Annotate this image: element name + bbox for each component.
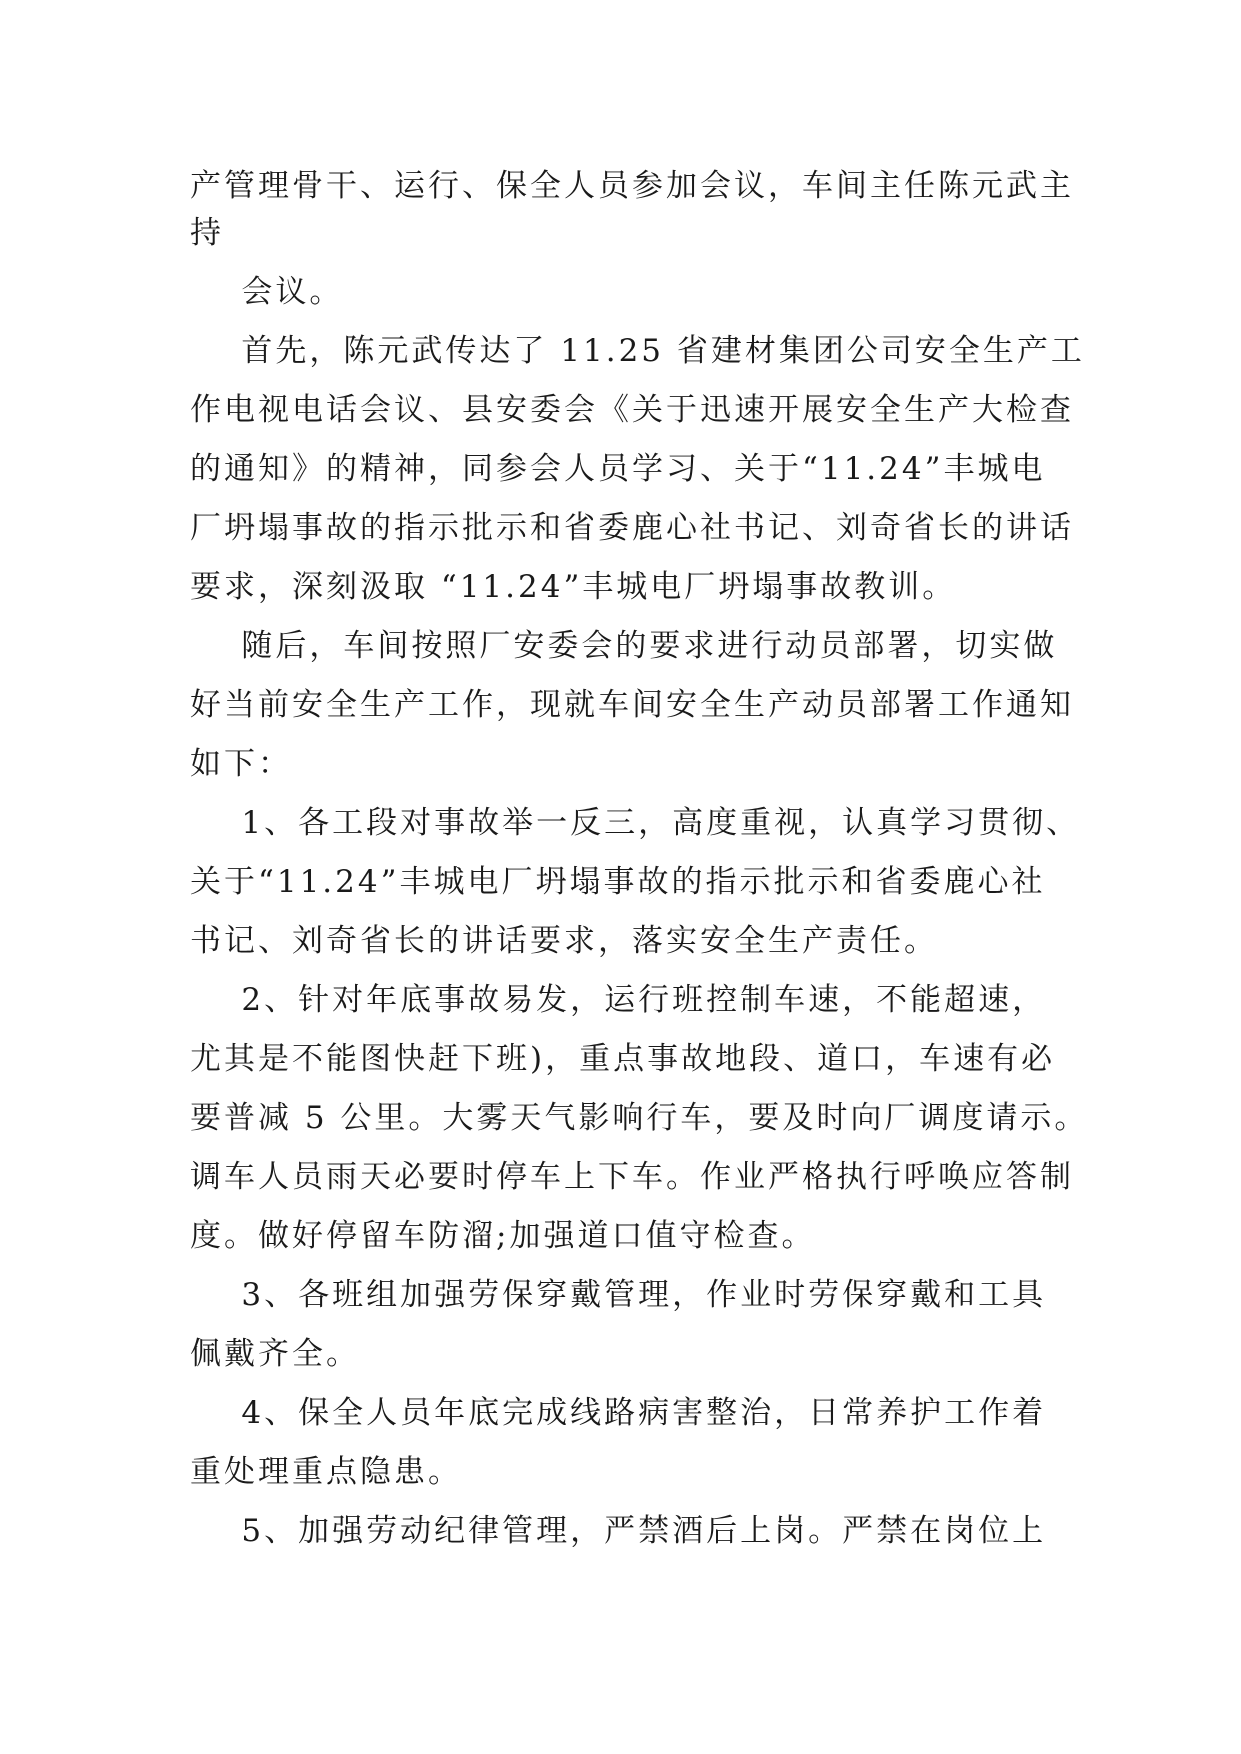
document-body bbox=[190, 157, 1090, 1561]
text-line: 关于“11.24”丰城电厂坍塌事故的指示批示和省委鹿心社 bbox=[190, 864, 1046, 900]
text-line: 随后，车间按照厂安委会的要求进行动员部署，切实做 bbox=[190, 628, 1058, 664]
text-line: 佩戴齐全。 bbox=[190, 1336, 360, 1372]
text-line: 重处理重点隐患。 bbox=[190, 1454, 462, 1490]
text-line: 尤其是不能图快赶下班)，重点事故地段、道口，车速有必 bbox=[190, 1041, 1056, 1077]
text-line: 2、针对年底事故易发，运行班控制车速，不能超速， bbox=[190, 982, 1047, 1018]
text-line: 持 bbox=[190, 215, 224, 251]
text-line: 要求，深刻汲取 “11.24”丰城电厂坍塌事故教训。 bbox=[190, 569, 957, 605]
text-line: 好当前安全生产工作，现就车间安全生产动员部署工作通知 bbox=[190, 687, 1074, 723]
text-line: 要普减 5 公里。大雾天气影响行车，要及时向厂调度请示。 bbox=[190, 1100, 1089, 1136]
text-line: 1、各工段对事故举一反三，高度重视，认真学习贯彻、 bbox=[190, 805, 1081, 841]
text-line: 书记、刘奇省长的讲话要求，落实安全生产责任。 bbox=[190, 923, 938, 959]
text-line: 厂坍塌事故的指示批示和省委鹿心社书记、刘奇省长的讲话 bbox=[190, 510, 1074, 546]
text-line: 会议。 bbox=[190, 274, 344, 310]
text-line: 如下： bbox=[190, 746, 292, 782]
text-line: 3、各班组加强劳保穿戴管理，作业时劳保穿戴和工具 bbox=[190, 1277, 1047, 1313]
text-line: 产管理骨干、运行、保全人员参加会议，车间主任陈元武主 bbox=[190, 168, 1074, 204]
text-line: 的通知》的精神，同参会人员学习、关于“11.24”丰城电 bbox=[190, 451, 1046, 487]
text-line: 4、保全人员年底完成线路病害整治，日常养护工作着 bbox=[190, 1395, 1047, 1431]
text-line: 调车人员雨天必要时停车上下车。作业严格执行呼唤应答制 bbox=[190, 1159, 1074, 1195]
text-line: 作电视电话会议、县安委会《关于迅速开展安全生产大检查 bbox=[190, 392, 1074, 428]
text-line: 度。做好停留车防溜;加强道口值守检查。 bbox=[190, 1218, 816, 1254]
text-line: 首先，陈元武传达了 11.25 省建材集团公司安全生产工 bbox=[190, 333, 1085, 369]
text-line: 5、加强劳动纪律管理，严禁酒后上岗。严禁在岗位上 bbox=[190, 1513, 1047, 1549]
